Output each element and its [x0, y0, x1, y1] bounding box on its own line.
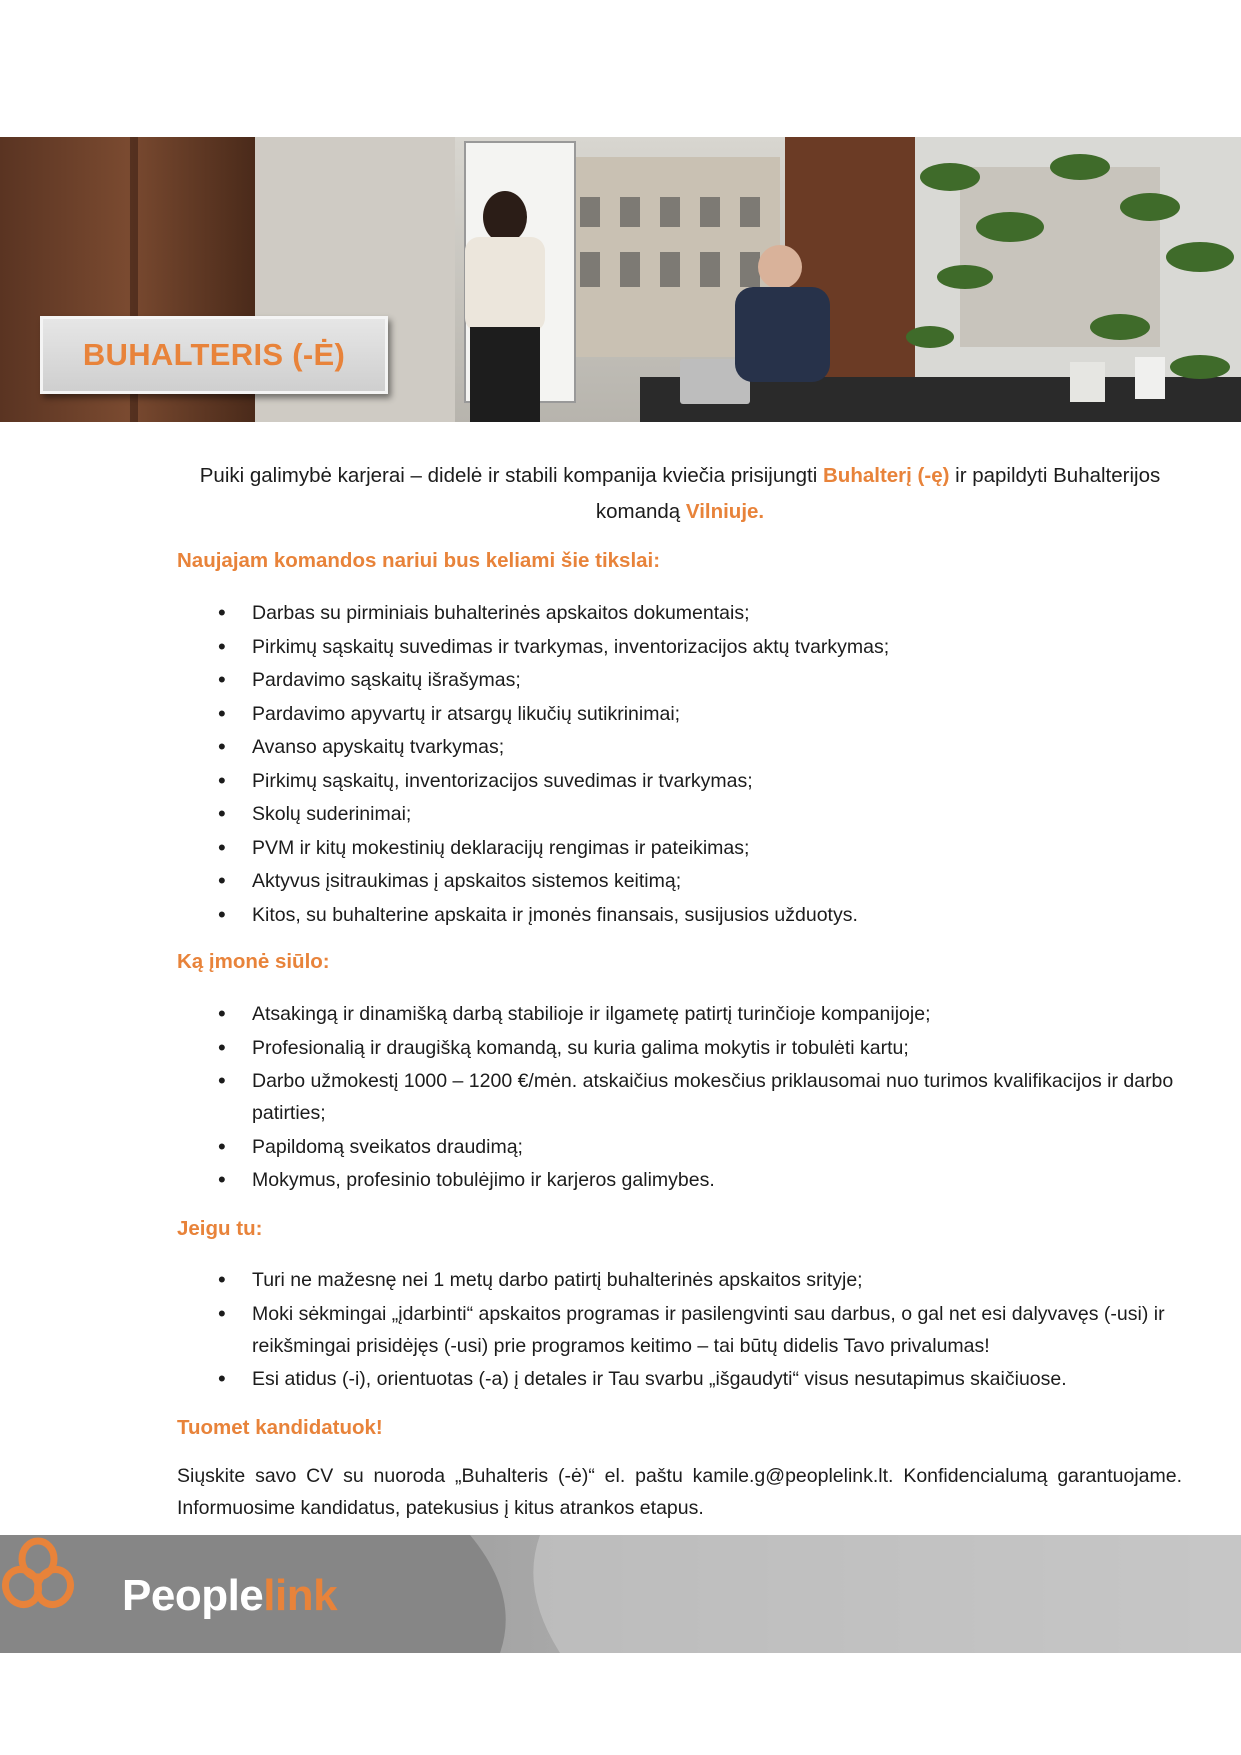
footer-band: [0, 1535, 1241, 1653]
list-item: • Moki sėkmingai „įdarbinti“ apskaitos programas ir pasilengvinti sau darbus, o gal net esi dalyvavęs (-usi) ir reikšmingai prisidėjęs (-usi) prie programos keitimo – tai būtų didelis Tavo privalumas!: [218, 1298, 1178, 1362]
offer-heading: Ką įmonė siūlo:: [177, 950, 330, 973]
list-item: • Papildomą sveikatos draudimą;: [218, 1131, 1178, 1163]
list-item: • Avanso apyskaitų tvarkymas;: [218, 731, 1178, 763]
list-item: • Darbo užmokestį 1000 – 1200 €/mėn. atskaičius mokesčius priklausomai nuo turimos kvalifikacijos ir darbo patirties;: [218, 1065, 1178, 1129]
goals-heading: Naujajam komandos nariui bus keliami šie tikslai:: [177, 549, 661, 572]
offer-list: [218, 998, 1178, 1198]
peoplelink-logo-text: [122, 1571, 337, 1621]
list-item: • Esi atidus (-i), orientuotas (-a) į detales ir Tau svarbu „išgaudyti“ visus nesutapimus skaičiuose.: [218, 1363, 1178, 1395]
list-item: • Kitos, su buhalterine apskaita ir įmonės finansais, susijusios užduotys.: [218, 899, 1178, 931]
intro-text-middle: ir papildyti Buhalterijos komandą: [595, 464, 1161, 523]
job-title: BUHALTERIS (-Ė): [82, 337, 346, 372]
requirements-heading: Jeigu tu:: [177, 1217, 263, 1240]
list-item: • Skolų suderinimai;: [218, 798, 1178, 830]
list-item: • Pirkimų sąskaitų, inventorizacijos suvedimas ir tvarkymas;: [218, 765, 1178, 797]
intro-paragraph: [180, 458, 1180, 530]
list-item: • PVM ir kitų mokestinių deklaracijų rengimas ir pateikimas;: [218, 832, 1178, 864]
list-item: • Atsakingą ir dinamišką darbą stabilioje ir ilgametę patirtį turinčioje kompanijoje;: [218, 998, 1178, 1030]
list-item: • Mokymus, profesinio tobulėjimo ir karjeros galimybes.: [218, 1164, 1178, 1196]
apply-heading: Tuomet kandidatuok!: [177, 1416, 383, 1439]
intro-text: Puiki galimybė karjerai – didelė ir stabili kompanija kviečia prisijungti: [199, 464, 823, 487]
goals-list: [218, 597, 1178, 932]
list-item: • Darbas su pirminiais buhalterinės apskaitos dokumentais;: [218, 597, 1178, 629]
list-item: • Aktyvus įsitraukimas į apskaitos sistemos keitimą;: [218, 865, 1178, 897]
peoplelink-logo-icon: [0, 1535, 76, 1615]
requirements-list: [218, 1264, 1178, 1397]
logo-text-part2: link: [263, 1571, 338, 1620]
job-title-box: [40, 316, 388, 394]
list-item: • Pirkimų sąskaitų suvedimas ir tvarkymas, inventorizacijos aktų tvarkymas;: [218, 631, 1178, 663]
list-item: • Pardavimo apyvartų ir atsargų likučių sutikrinimai;: [218, 698, 1178, 730]
intro-role-highlight: Buhalterį (-ę): [823, 464, 950, 487]
list-item: • Turi ne mažesnę nei 1 metų darbo patirtį buhalterinės apskaitos srityje;: [218, 1264, 1178, 1296]
apply-text: Siųskite savo CV su nuoroda „Buhalteris (-ė)“ el. paštu kamile.g@peoplelink.lt. Konfidencialumą garantuojame. Informuosime kandidatus, patekusius į kitus atrankos etapus.: [177, 1465, 1182, 1519]
list-item: • Pardavimo sąskaitų išrašymas;: [218, 664, 1178, 696]
logo-text-part1: People: [122, 1571, 264, 1620]
intro-city-highlight: Vilniuje.: [685, 500, 765, 523]
list-item: • Profesionalią ir draugišką komandą, su kuria galima mokytis ir tobulėti kartu;: [218, 1032, 1178, 1064]
